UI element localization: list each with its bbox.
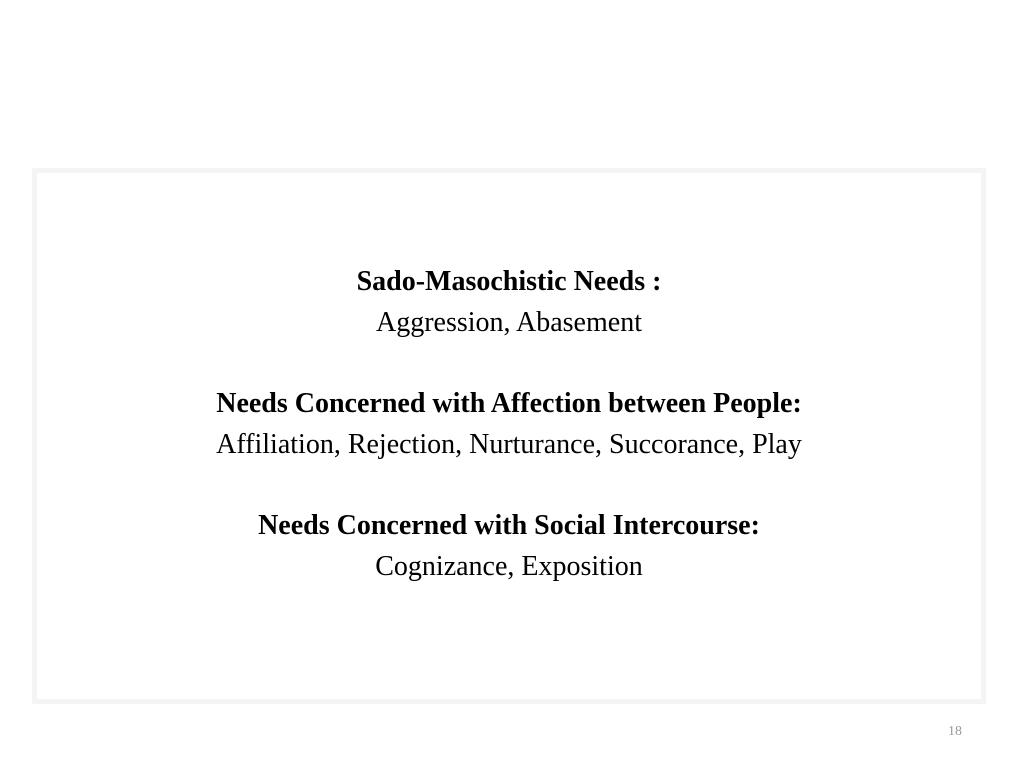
- section-heading: Sado-Masochistic Needs :: [356, 266, 662, 297]
- text-block: [37, 261, 981, 627]
- section-items: Aggression, Abasement: [376, 307, 642, 338]
- section-items: Affiliation, Rejection, Nurturance, Succorance, Play: [216, 429, 802, 460]
- content-box: [32, 168, 986, 704]
- section-heading: Needs Concerned with Social Intercourse:: [258, 510, 760, 541]
- section-sado-masochistic-needs: [37, 261, 981, 343]
- section-items: Cognizance, Exposition: [375, 551, 643, 582]
- section-affection-needs: [37, 383, 981, 465]
- section-social-intercourse-needs: [37, 505, 981, 587]
- section-heading: Needs Concerned with Affection between People:: [216, 388, 802, 419]
- page-number: 18: [948, 724, 962, 739]
